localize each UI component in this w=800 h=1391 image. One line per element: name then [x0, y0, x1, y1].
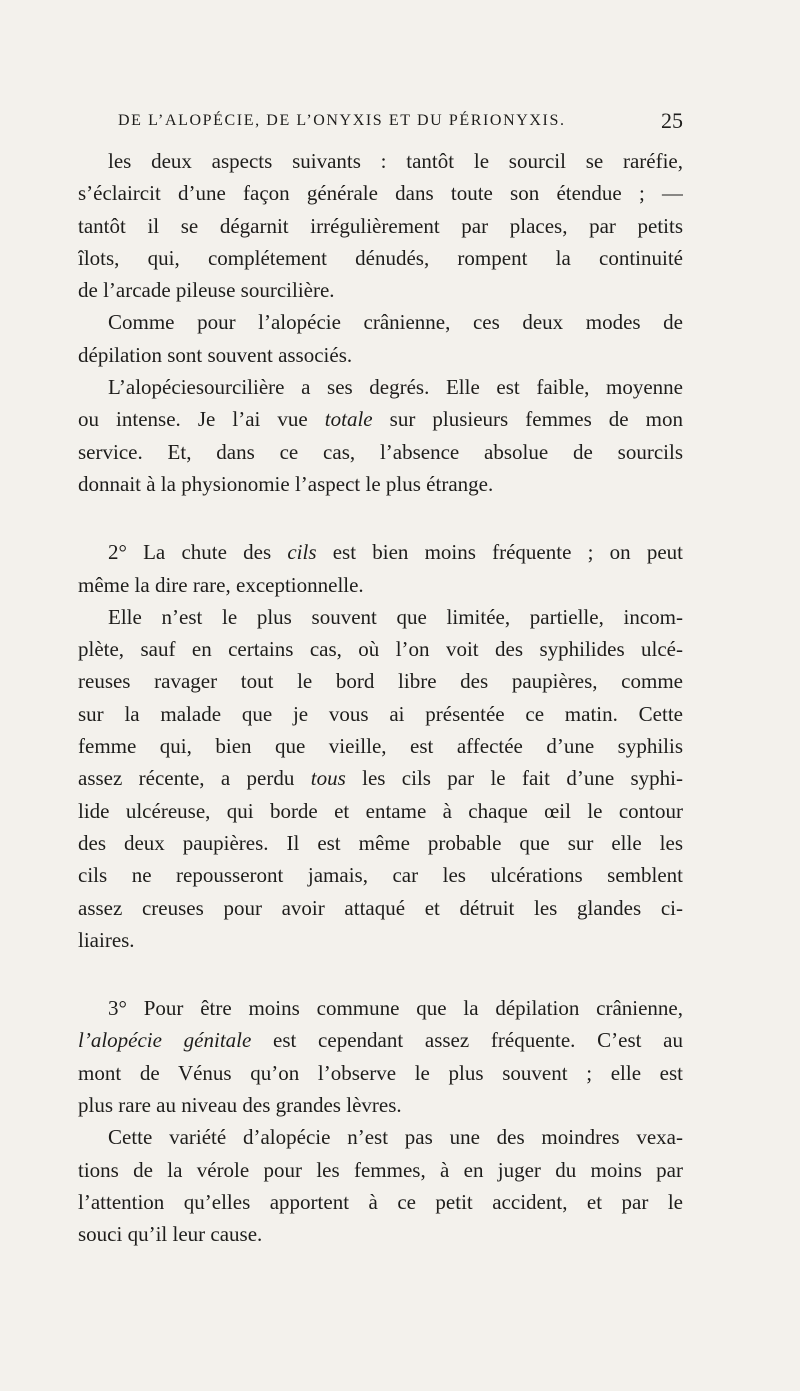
text-run: femme qui, bien que vieille, est affectée d’une syphilis: [78, 734, 683, 759]
text-line: [78, 665, 683, 697]
text-run: îlots, qui, complétement dénudés, rompent la continuité: [78, 245, 683, 270]
text-run: souci qu’il leur cause.: [78, 1222, 263, 1247]
text-run: tantôt il se dégarnit irrégulièrement par places, par petits: [78, 213, 683, 238]
paragraph: [78, 371, 683, 500]
text-line: [78, 924, 683, 956]
paragraph-gap: [78, 500, 683, 536]
text-line: [78, 536, 683, 568]
paragraph: [78, 306, 683, 371]
text-line: [78, 730, 683, 762]
text-line: [78, 1024, 683, 1056]
text-line: [78, 371, 683, 403]
running-header: [78, 108, 683, 138]
text-line: [78, 762, 683, 794]
italic-text: l’alopécie génitale: [78, 1028, 252, 1053]
text-run: l’attention qu’elles apportent à ce petit accident, et par le: [78, 1189, 683, 1214]
text-run: assez récente, a perdu: [78, 766, 311, 791]
text-run: sur plusieurs femmes de mon: [372, 407, 683, 432]
paragraph: [78, 601, 683, 956]
paragraph: [78, 992, 683, 1121]
paragraph-gap: [78, 956, 683, 992]
text-run: sur la malade que je vous ai présentée ce matin. Cette: [78, 701, 683, 726]
text-line: [78, 177, 683, 209]
text-line: [78, 468, 683, 500]
paragraph: [78, 145, 683, 306]
text-line: [78, 601, 683, 633]
text-run: de l’arcade pileuse sourcilière.: [78, 278, 335, 303]
text-run: plète, sauf en certains cas, où l’on voit des syphilides ulcé-: [78, 637, 683, 662]
text-run: service. Et, dans ce cas, l’absence absolue de sourcils: [78, 439, 683, 464]
text-run: Cette variété d’alopécie n’est pas une des moindres vexa-: [108, 1125, 683, 1150]
italic-text: totale: [324, 407, 373, 432]
text-line: [78, 1089, 683, 1121]
body-text: [78, 145, 683, 1251]
text-line: [78, 892, 683, 924]
text-line: [78, 569, 683, 601]
text-line: [78, 339, 683, 371]
text-line: [78, 145, 683, 177]
text-run: 2° La chute des: [108, 540, 288, 565]
text-run: lide ulcéreuse, qui borde et entame à chaque œil le contour: [78, 798, 683, 823]
text-run: liaires.: [78, 927, 135, 952]
text-run: mont de Vénus qu’on l’observe le plus souvent ; elle est: [78, 1060, 683, 1085]
text-run: Comme pour l’alopécie crânienne, ces deux modes de: [108, 310, 683, 335]
text-run: est bien moins fréquente ; on peut: [316, 540, 683, 565]
text-run: L’alopéciesourcilière a ses degrés. Elle est faible, moyenne: [108, 375, 683, 400]
text-line: [78, 274, 683, 306]
text-line: [78, 1121, 683, 1153]
text-line: [78, 795, 683, 827]
text-run: 3° Pour être moins commune que la dépilation crânienne,: [108, 996, 683, 1021]
text-line: [78, 306, 683, 338]
text-run: plus rare au niveau des grandes lèvres.: [78, 1093, 402, 1118]
text-line: [78, 827, 683, 859]
paragraph: [78, 1121, 683, 1250]
text-line: [78, 242, 683, 274]
text-run: même la dire rare, exceptionnelle.: [78, 572, 364, 597]
italic-text: cils: [287, 540, 317, 565]
text-run: des deux paupières. Il est même probable que sur elle les: [78, 830, 683, 855]
text-line: [78, 992, 683, 1024]
text-run: est cependant assez fréquente. C’est au: [251, 1028, 683, 1053]
italic-text: tous: [310, 766, 346, 791]
text-line: [78, 210, 683, 242]
text-run: s’éclaircit d’une façon générale dans toute son étendue ; —: [78, 181, 683, 206]
text-run: donnait à la physionomie l’aspect le plus étrange.: [78, 471, 494, 496]
text-run: les cils par le fait d’une syphi-: [345, 766, 683, 791]
text-run: Elle n’est le plus souvent que limitée, partielle, incom-: [108, 604, 683, 629]
running-title: DE L’ALOPÉCIE, DE L’ONYXIS ET DU PÉRIONYXIS.: [118, 112, 566, 129]
text-run: les deux aspects suivants : tantôt le sourcil se raréfie,: [108, 149, 683, 173]
text-run: cils ne repousseront jamais, car les ulcérations semblent: [78, 863, 683, 888]
text-run: assez creuses pour avoir attaqué et détruit les glandes ci-: [78, 895, 683, 920]
text-line: [78, 1218, 683, 1250]
text-line: [78, 1057, 683, 1089]
text-run: reuses ravager tout le bord libre des paupières, comme: [78, 669, 683, 694]
text-line: [78, 436, 683, 468]
text-run: ou intense. Je l’ai vue: [78, 407, 325, 432]
page-number: 25: [661, 108, 683, 133]
paragraph: [78, 536, 683, 601]
text-run: dépilation sont souvent associés.: [78, 342, 353, 367]
text-line: [78, 403, 683, 435]
text-line: [78, 1154, 683, 1186]
text-line: [78, 698, 683, 730]
text-line: [78, 633, 683, 665]
text-line: [78, 1186, 683, 1218]
text-run: tions de la vérole pour les femmes, à en juger du moins par: [78, 1157, 683, 1182]
text-line: [78, 859, 683, 891]
